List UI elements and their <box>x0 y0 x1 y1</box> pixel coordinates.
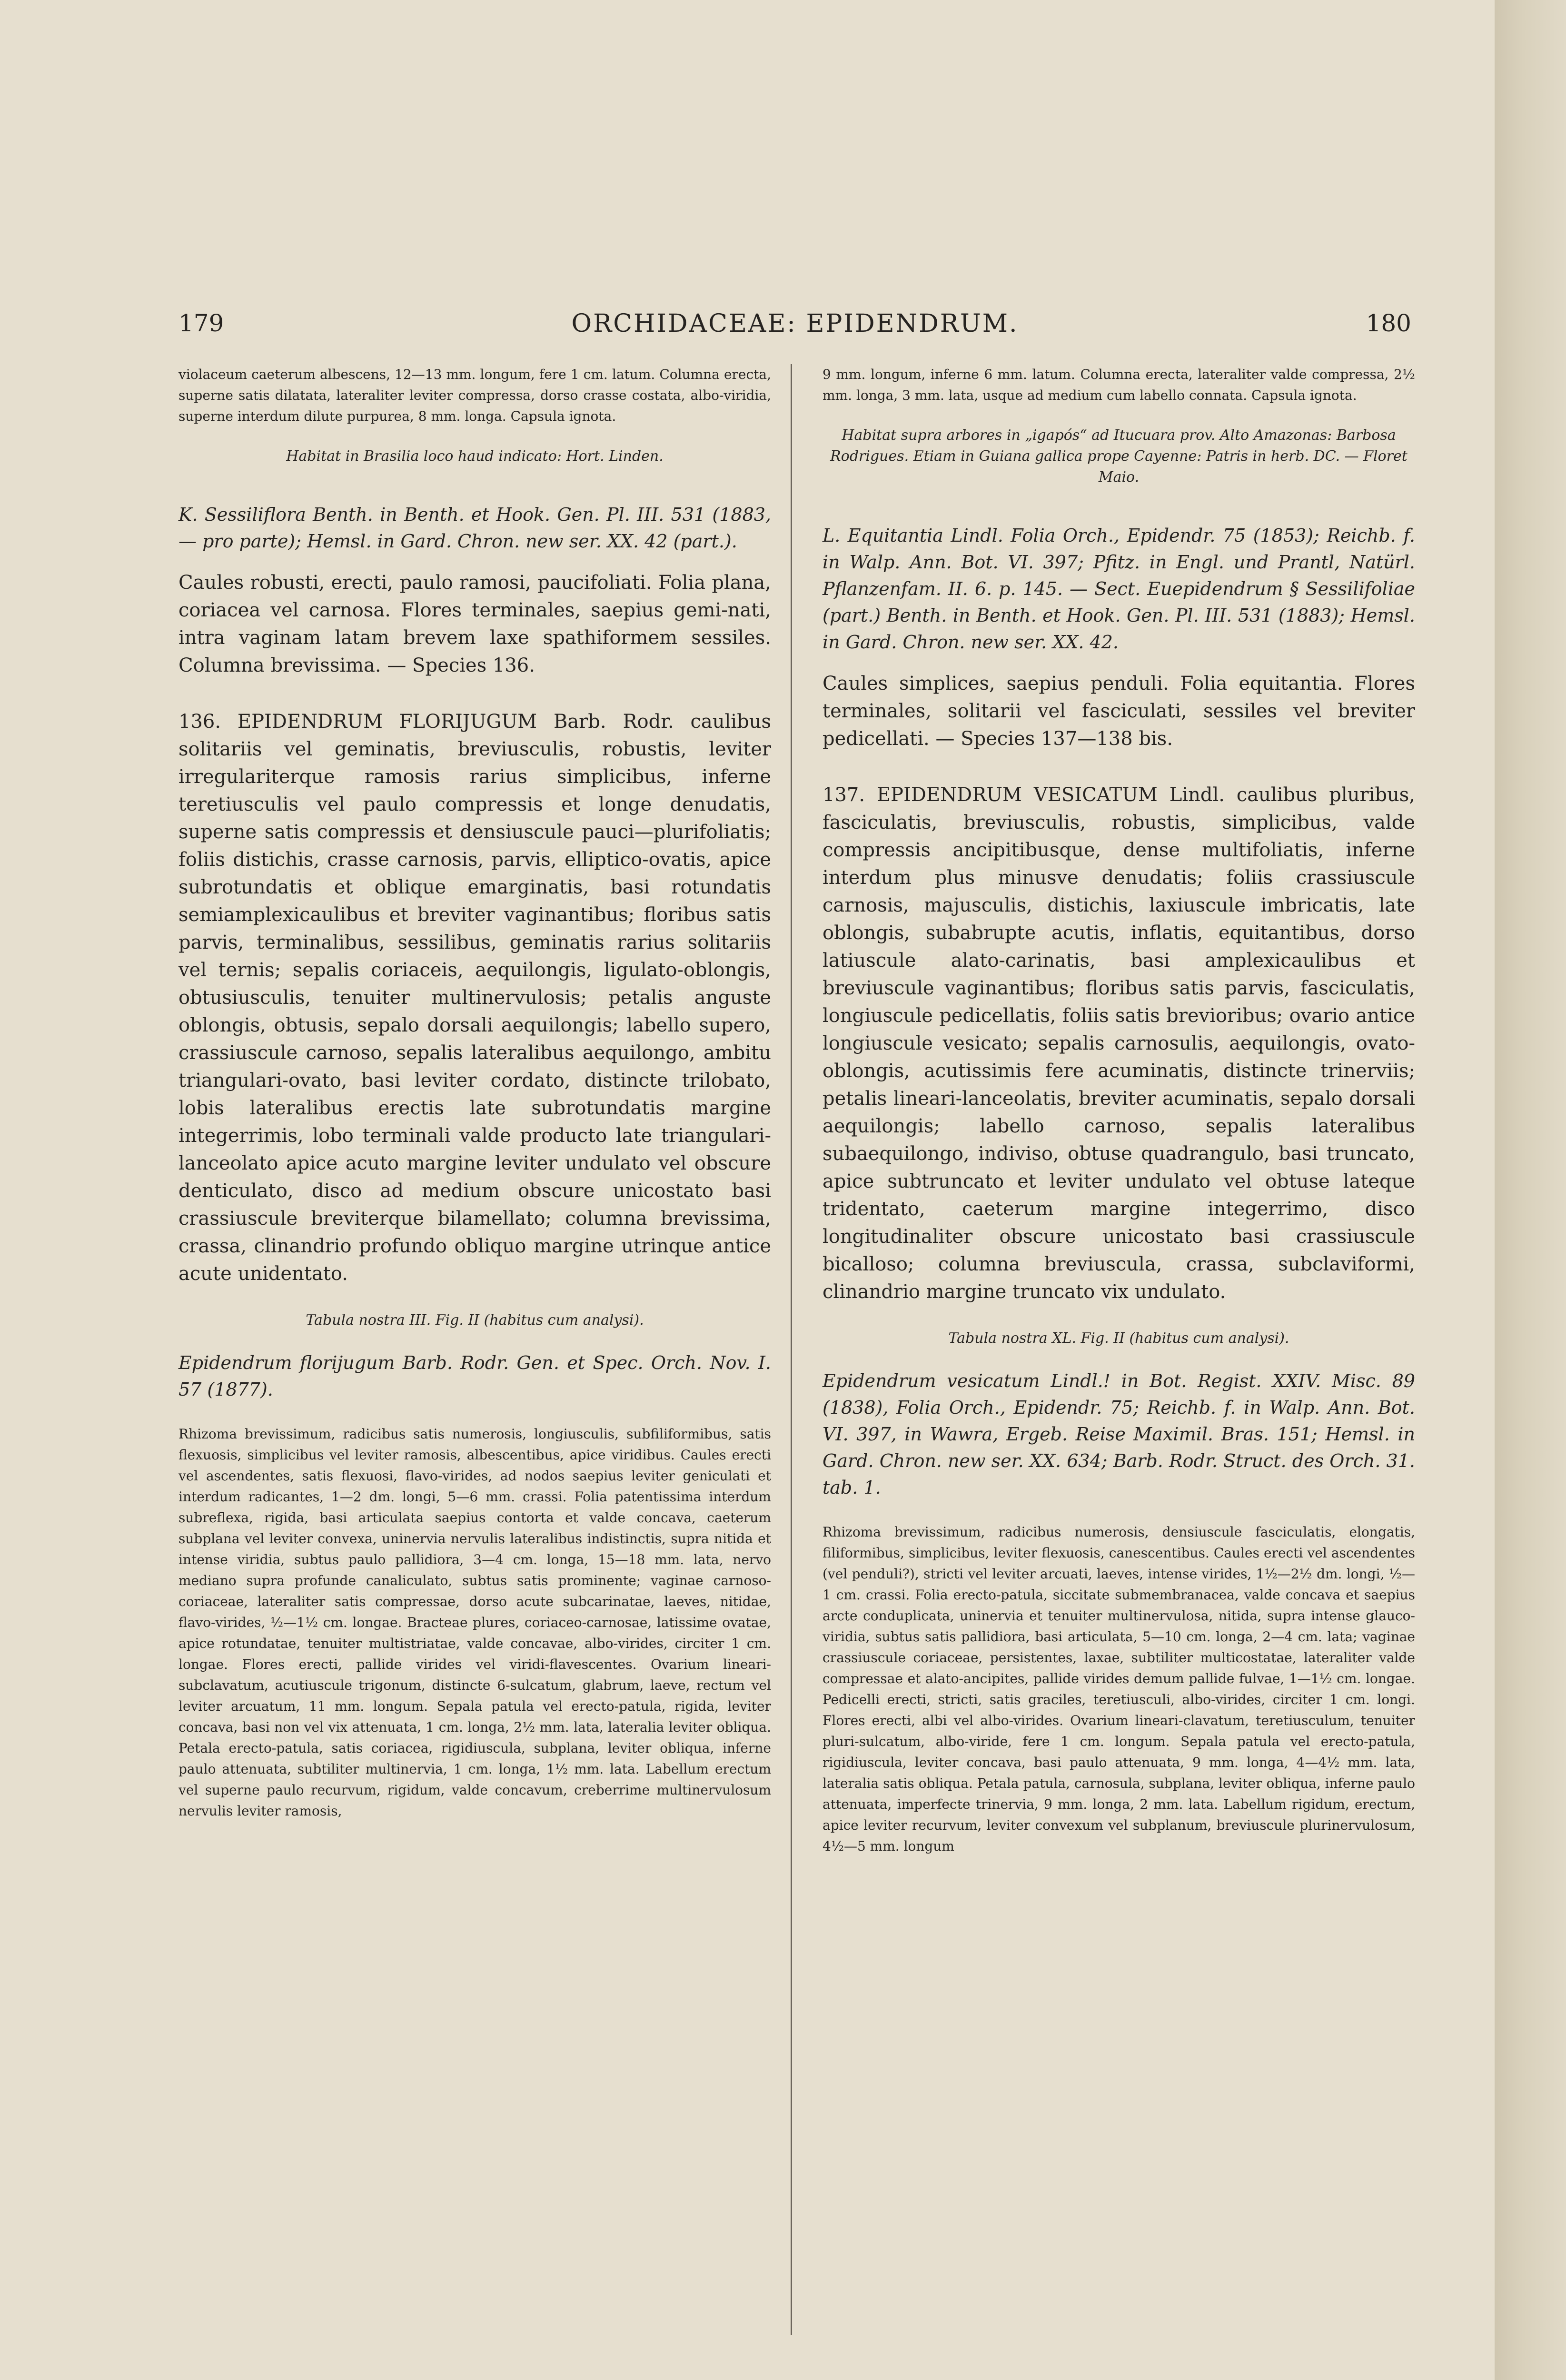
paragraph-continuation-right: 9 mm. longum, inferne 6 mm. latum. Columna erecta, lateraliter valde compressa, 2½ mm. longa, 3 mm. lata, usque ad medium cum labello connata. Capsula ignota. <box>823 367 1415 403</box>
species-137-description: Rhizoma brevissimum, radicibus numerosis, densiuscule fasciculatis, elongatis, filiformibus, simplicibus, leviter flexuosis, canescentibus. Caules erecti vel ascendentes (vel penduli?), stricti vel leviter arcuati, laeves, intense virides, 1½—2½ dm. longi, ½—1 cm. crassi. Folia erecto-patula, siccitate submembranacea, valde concava et saepius arcte conduplicata, uninervia et tenuiter multinervulosa, nitida, supra intense glauco-viridia, subtus satis pallidiora, basi articulata, 5—10 cm. longa, 2—4 cm. lata; vaginae crassiuscule coriaceae, persistentes, laxae, subtiliter multicostatae, lateraliter valde compressae et alato-ancipites, pallide virides demum pallide fulvae, 1—1½ cm. longae. Pedicelli erecti, stricti, satis graciles, teretiusculi, albo-virides, circiter 1 cm. longi. Flores erecti, albi vel albo-virides. Ovarium lineari-clavatum, teretiusculum, tenuiter pluri-sulcatum, albo-viride, fere 1 cm. longum. Sepala patula vel erecto-patula, rigidiuscula, leviter concava, basi paulo attenuata, 9 mm. longa, 4—4½ mm. lata, lateralia satis obliqua. Petala patula, carnosula, subplana, leviter obliqua, inferne paulo attenuata, imperfecte trinervia, 9 mm. longa, 2 mm. lata. Labellum rigidum, erectum, apice leviter recurvum, leviter convexum vel subplanum, breviuscule plurinervulosum, 4½—5 mm. longum <box>823 1524 1415 1854</box>
section-heading-k: K. Sessiliflora Benth. in Benth. et Hook. Gen. Pl. III. 531 (1883, — pro parte); Hemsl. in Gard. Chron. new ser. XX. 42 (part.). <box>178 504 771 552</box>
habitat-note: Habitat in Brasilia loco haud indicato: Hort. Linden. <box>286 448 664 465</box>
species-137-diagnosis: 137. EPIDENDRUM VESICATUM Lindl. caulibus pluribus, fasciculatis, breviusculis, robustis, simplicibus, valde compressis ancipitibusque, dense multifoliatis, inferne interdum plus minusve denudatis; foliis crassiuscule carnosis, majusculis, distichis, laxiuscule imbricatis, late oblongis, subabrupte acutis, inflatis, equitantibus, dorso latiuscule alato-carinatis, basi amplexicaulibus et breviuscule vaginantibus; floribus satis parvis, fasciculatis, longiuscule pedicellatis, foliis satis brevioribus; ovario antice longiuscule vesicato; sepalis carnosulis, aequilongis, ovato-oblongis, acutissimis fere acuminatis, distincte trinerviis; petalis lineari-lanceolatis, breviter acuminatis, sepalo dorsali aequilongis; labello carnoso, sepalis lateralibus subaequilongo, indiviso, obtuse quadrangulo, basi truncato, apice subtruncato et leviter undulato vel obtuse lateque tridentato, caeterum margine integerrimo, disco longitudinaliter obscure unicostato basi crassiuscule bicalloso; columna breviuscula, crassa, subclaviformi, clinandrio margine truncato vix undulato. <box>823 784 1415 1303</box>
section-description-k: Caules robusti, erecti, paulo ramosi, paucifoliati. Folia plana, coriacea vel carnosa. Flores terminales, saepius gemi-nati, intra vaginam latam brevem laxe spathiformem sessiles. Columna brevissima. — Species 136. <box>178 572 771 676</box>
species-136-diagnosis: 136. EPIDENDRUM FLORIJUGUM Barb. Rodr. caulibus solitariis vel geminatis, breviusculis, robustis, leviter irregulariterque ramosis rarius simplicibus, inferne teretiusculis vel paulo compressis et longe denudatis, superne satis compressis et densiuscule pauci—plurifoliatis; foliis distichis, crasse carnosis, parvis, elliptico-ovatis, apice subrotundatis et oblique emarginatis, basi rotundatis semiamplexicaulibus et breviter vaginantibus; floribus satis parvis, terminalibus, sessilibus, geminatis rarius solitariis vel ternis; sepalis coriaceis, aequilongis, ligulato-oblongis, obtusiusculis, tenuiter multinervulosis; petalis anguste oblongis, obtusis, sepalo dorsali aequilongis; labello supero, crassiuscule carnoso, sepalis lateralibus aequilongo, ambitu triangulari-ovato, basi leviter cordato, distincte trilobato, lobis lateralibus erectis late subrotundatis margine integerrimis, lobo terminali valde producto late triangulari-lanceolato apice acuto margine leviter undulato vel obscure denticulato, disco ad medium obscure unicostato basi crassiuscule breviterque bilamellato; columna brevissima, crassa, clinandrio profundo obliquo margine utrinque antice acute unidentato. <box>178 711 771 1285</box>
page-number-left: 179 <box>178 309 224 337</box>
page-number-right: 180 <box>1366 309 1411 337</box>
left-column <box>178 364 771 1822</box>
habitat-note-right: Habitat supra arbores in „igapós“ ad Itucuara prov. Alto Amazonas: Barbosa Rodrigues. Etiam in Guiana gallica prope Cayenne: Patris in herb. DC. — Floret Maio. <box>830 427 1407 486</box>
paragraph-continuation: violaceum caeterum albescens, 12—13 mm. longum, fere 1 cm. latum. Columna erecta, superne satis dilatata, lateraliter leviter compressa, dorso crasse costata, albo-viridia, superne interdum dilute purpurea, 8 mm. longa. Capsula ignota. <box>178 367 771 424</box>
running-title: ORCHIDACEAE: EPIDENDRUM. <box>571 309 1019 338</box>
literature-reference: Epidendrum florijugum Barb. Rodr. Gen. et Spec. Orch. Nov. I. 57 (1877). <box>178 1352 771 1400</box>
plate-reference-right: Tabula nostra XL. Fig. II (habitus cum analysi). <box>948 1330 1289 1347</box>
plate-reference: Tabula nostra III. Fig. II (habitus cum analysi). <box>306 1312 644 1329</box>
page-edge <box>1495 0 1566 2380</box>
section-heading-l: L. Equitantia Lindl. Folia Orch., Epidendr. 75 (1853); Reichb. f. in Walp. Ann. Bot. VI. 397; Pfitz. in Engl. und Prantl, Natürl. Pflanzenfam. II. 6. p. 145. — Sect. Euepidendrum § Sessilifoliae (part.) Benth. in Benth. et Hook. Gen. Pl. III. 531 (1883); Hemsl. in Gard. Chron. new ser. XX. 42. <box>823 525 1415 653</box>
page-header <box>178 309 1411 347</box>
section-description-l: Caules simplices, saepius penduli. Folia equitantia. Flores terminales, solitarii vel fasciculati, sessiles vel breviter pedicellati. — Species 137—138 bis. <box>823 673 1415 750</box>
column-divider <box>791 364 792 2335</box>
right-column <box>823 364 1415 1857</box>
literature-reference-right: Epidendrum vesicatum Lindl.! in Bot. Regist. XXIV. Misc. 89 (1838), Folia Orch., Epidendr. 75; Reichb. f. in Walp. Ann. Bot. VI. 397, in Wawra, Ergeb. Reise Maximil. Bras. 151; Hemsl. in Gard. Chron. new ser. XX. 634; Barb. Rodr. Struct. des Orch. 31. tab. 1. <box>823 1370 1415 1498</box>
species-136-description: Rhizoma brevissimum, radicibus satis numerosis, longiusculis, subfiliformibus, satis flexuosis, simplicibus vel leviter ramosis, albescentibus, apice viridibus. Caules erecti vel ascendentes, satis flexuosi, flavo-virides, ad nodos saepius leviter geniculati et interdum radicantes, 1—2 dm. longi, 5—6 mm. crassi. Folia patentissima interdum subreflexa, rigida, basi articulata saepius contorta et valde concava, caeterum subplana vel leviter convexa, uninervia nervulis lateralibus indistinctis, supra nitida et intense viridia, subtus paulo pallidiora, 3—4 cm. longa, 15—18 mm. lata, nervo mediano supra profunde canaliculato, subtus satis prominente; vaginae carnoso-coriaceae, lateraliter satis compressae, dorso acute subcarinatae, laeves, nitidae, flavo-virides, ½—1½ cm. longae. Bracteae plures, coriaceo-carnosae, latissime ovatae, apice rotundatae, tenuiter multistriatae, valde concavae, albo-virides, circiter 1 cm. longae. Flores erecti, pallide virides vel viridi-flavescentes. Ovarium lineari-subclavatum, acutiuscule trigonum, distincte 6-sulcatum, glabrum, laeve, rectum vel leviter arcuatum, 11 mm. longum. Sepala patula vel erecto-patula, rigida, leviter concava, basi non vel vix attenuata, 1 cm. longa, 2½ mm. lata, lateralia leviter obliqua. Petala erecto-patula, satis coriacea, rigidiuscula, subplana, leviter obliqua, inferne paulo attenuata, subtiliter multinervia, 1 cm. longa, 1½ mm. lata. Labellum erectum vel superne paulo recurvum, rigidum, valde concavum, creberrime multinervulosum nervulis leviter ramosis, <box>178 1426 771 1819</box>
